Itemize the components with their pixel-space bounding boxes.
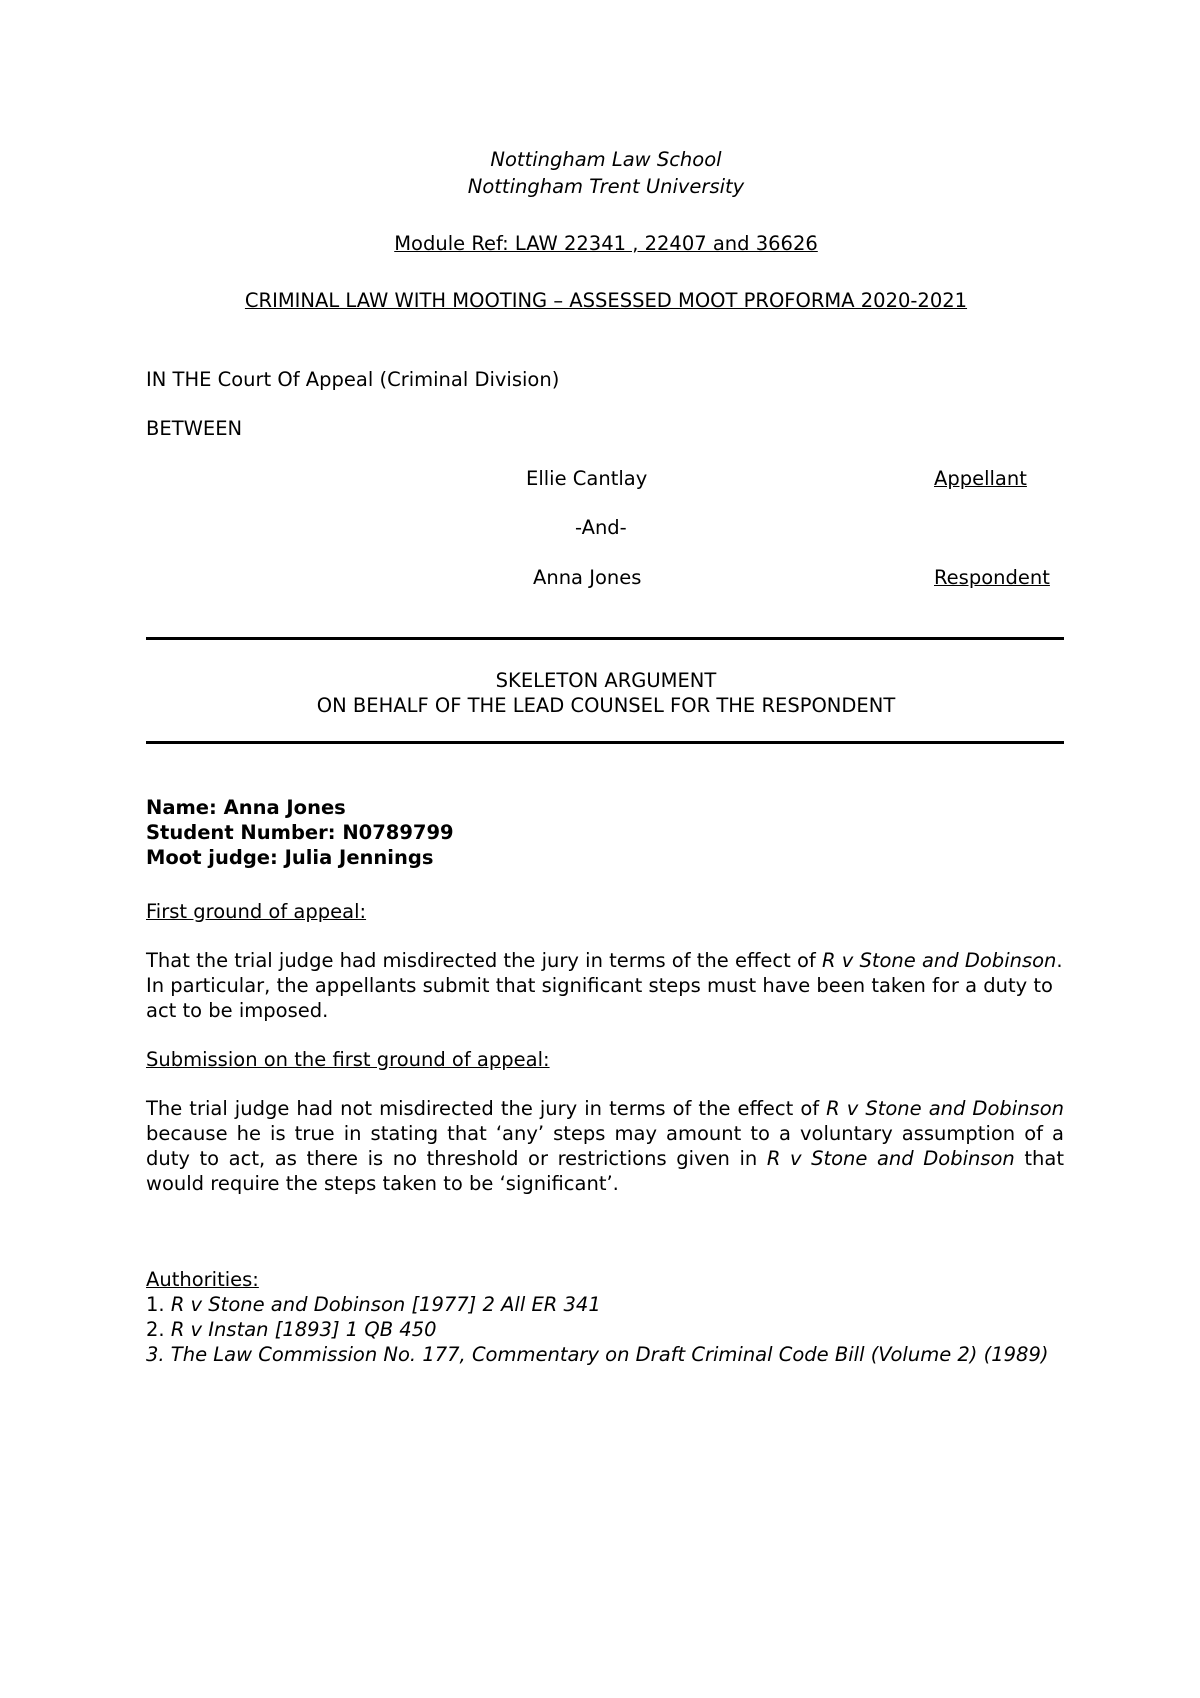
skeleton-heading-line1: SKELETON ARGUMENT xyxy=(495,669,717,692)
module-ref: Module Ref: LAW 22341 , 22407 and 36626 xyxy=(394,232,818,255)
top-rule xyxy=(146,637,1064,640)
university-name: Nottingham Trent University xyxy=(467,175,745,198)
between-label: BETWEEN xyxy=(146,417,243,440)
ground-text-a: That the trial judge had misdirected the jury in terms of the effect of xyxy=(146,949,822,972)
court-line: IN THE Court Of Appeal (Criminal Division) xyxy=(146,368,560,391)
ground-case: R v Stone and Dobinson xyxy=(821,949,1057,972)
bottom-rule xyxy=(146,741,1064,744)
authority-text: R v Instan [1893] 1 QB 450 xyxy=(170,1318,437,1341)
submission-case-2: R v Stone and Dobinson xyxy=(766,1147,1015,1170)
skeleton-heading-line2: ON BEHALF OF THE LEAD COUNSEL FOR THE RESPONDENT xyxy=(316,694,896,717)
respondent-name: Anna Jones xyxy=(533,566,642,589)
submission-text-c: that would require the steps taken to be ‘significant’. xyxy=(146,1147,1064,1195)
document-title: CRIMINAL LAW WITH MOOTING – ASSESSED MOOT PROFORMA 2020-2021 xyxy=(244,289,968,312)
moot-judge: Moot judge: Julia Jennings xyxy=(146,846,434,869)
authority-item xyxy=(146,1292,601,1317)
authorities-heading: Authorities: xyxy=(146,1268,259,1291)
ground-heading: First ground of appeal: xyxy=(146,900,367,923)
school-name: Nottingham Law School xyxy=(490,148,722,171)
submission-case-1: R v Stone and Dobinson xyxy=(826,1097,1064,1120)
and-separator: -And- xyxy=(575,516,627,539)
authority-text: R v Stone and Dobinson [1977] 2 All ER 341 xyxy=(170,1293,601,1316)
authority-number: 1. xyxy=(146,1293,171,1316)
appellant-role: Appellant xyxy=(934,467,1027,490)
ground-paragraph xyxy=(146,948,1064,1023)
submission-text-a: The trial judge had not misdirected the jury in terms of the effect of xyxy=(146,1097,827,1120)
authority-text: 3. The Law Commission No. 177, Commentary on Draft Criminal Code Bill (Volume 2) (1989) xyxy=(146,1343,1049,1366)
student-number: Student Number: N0789799 xyxy=(146,821,454,844)
student-name: Name: Anna Jones xyxy=(146,796,346,819)
submission-heading: Submission on the first ground of appeal: xyxy=(146,1048,550,1071)
submission-paragraph xyxy=(146,1096,1064,1196)
authority-number: 2. xyxy=(146,1318,171,1341)
respondent-role: Respondent xyxy=(934,566,1050,589)
authority-item xyxy=(146,1342,1064,1367)
ground-text-b: . In particular, the appellants submit that significant steps must have been taken for a duty to act to be imposed. xyxy=(146,949,1063,1022)
submission-text-b: because he is true in stating that ‘any’ steps may amount to a voluntary assumption of a duty to act, as there is no threshold or restrictions given in xyxy=(146,1122,1064,1170)
appellant-name: Ellie Cantlay xyxy=(526,467,648,490)
authority-item xyxy=(146,1317,437,1342)
